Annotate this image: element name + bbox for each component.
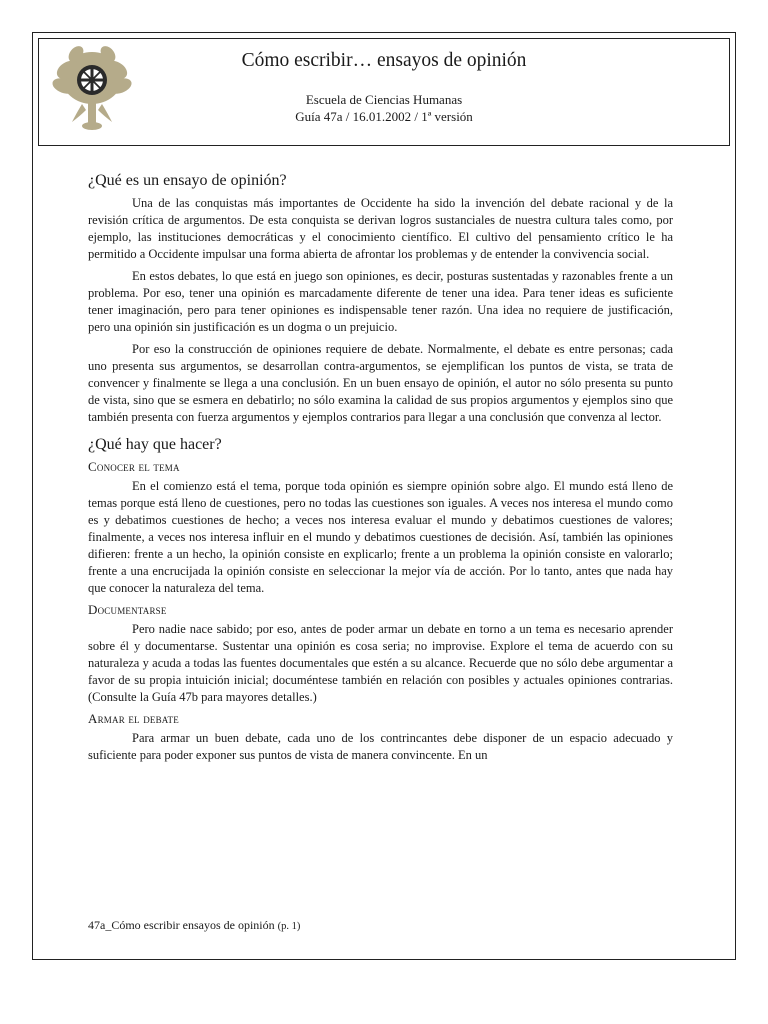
institution-name: Escuela de Ciencias Humanas (305, 92, 463, 107)
document-body (88, 168, 673, 769)
subsection-heading: Conocer el tema (88, 459, 180, 474)
subsection-heading: Armar el debate (88, 711, 179, 726)
section-heading: ¿Qué hay que hacer? (88, 436, 222, 453)
guide-info: Guía 47a / 16.01.2002 / 1ª versión (295, 109, 473, 124)
footer-page-number: (p. 1) (277, 921, 301, 932)
paragraph: En el comienzo está el tema, porque toda opinión es siempre opinión sobre algo. El mundo está lleno de temas porque está lleno de cuestiones, pero no todas las cuestiones son iguales. A veces nos interesa el mundo como es y debatimos cuestiones de hecho; a veces nos interesa evaluar el mundo y debatimos cuestiones de valores; finalmente, a veces nos interesa influir en el mundo y debatimos cuestiones de decisión. Así, también las opiniones difieren: frente a un hecho, la opinión consiste en explicarlo; frente a un problema la opinión consiste en valorarlo; frente a una encrucijada la opinión consiste en seleccionar la mejor vía de acción. Por lo tanto, antes que nada hay que conocer la naturaleza del tema. (88, 479, 673, 595)
paragraph: Por eso la construcción de opiniones requiere de debate. Normalmente, el debate es entre personas; cada uno presenta sus argumentos, se desarrollan contra-argumentos, se ejemplifican los puntos de vista, se trata de convencer y finalmente se llega a una conclusión. En un buen ensayo de opinión, el autor no sólo presenta su punto de vista, sino que se esmera en debatirlo; no sólo examina la calidad de sus propios argumentos y ejemplos sino que también presenta con fuerza argumentos y ejemplos contrarios para llegar a una conclusión que convenza al lector. (88, 342, 673, 424)
paragraph: Pero nadie nace sabido; por eso, antes de poder armar un debate en torno a un tema es necesario aprender sobre él y documentarse. Sustentar una opinión es cosa seria; no improvise. Explore el tema de acuerdo con su naturaleza y acuda a todas las fuentes documentales que estén a su alcance. Recuerde que no sólo debe argumentar a favor de su propia intuición inicial; documéntese también en relación con posibles y actuales opiniones contrarias. (Consulte la Guía 47b para mayores detalles.) (88, 622, 673, 704)
section-heading: ¿Qué es un ensayo de opinión? (88, 172, 287, 189)
university-seal-icon (46, 40, 138, 132)
paragraph: Una de las conquistas más importantes de Occidente ha sido la invención del debate racional y de la revisión crítica de argumentos. De esta conquista se derivan logros sustanciales de nuestra cultura tales como, por ejemplo, las instituciones democráticas y el conocimiento científico. El cultivo del pensamiento crítico le ha permitido a Occidente impulsar una forma abierta de afrontar los problemas y de entender la convivencia social. (88, 196, 673, 261)
paragraph: Para armar un buen debate, cada uno de los contrincantes debe disponer de un espacio adecuado y suficiente para poder exponer sus puntos de vista de manera convincente. En un (88, 731, 673, 762)
paragraph: En estos debates, lo que está en juego son opiniones, es decir, posturas sustentadas y razonables frente a un problema. Por eso, tener una opinión es marcadamente diferente de tener una idea. Para tener ideas es suficiente tener imaginación, pero para tener opiniones es indispensable tener razón. Una idea no requiere de justificación, pero una opinión sin justificación es un dogma o un prejuicio. (88, 269, 673, 334)
subsection-heading: Documentarse (88, 602, 167, 617)
page-footer (88, 918, 300, 933)
footer-document-name: 47a_Cómo escribir ensayos de opinión (88, 918, 275, 932)
document-title: Cómo escribir… ensayos de opinión (241, 50, 527, 71)
